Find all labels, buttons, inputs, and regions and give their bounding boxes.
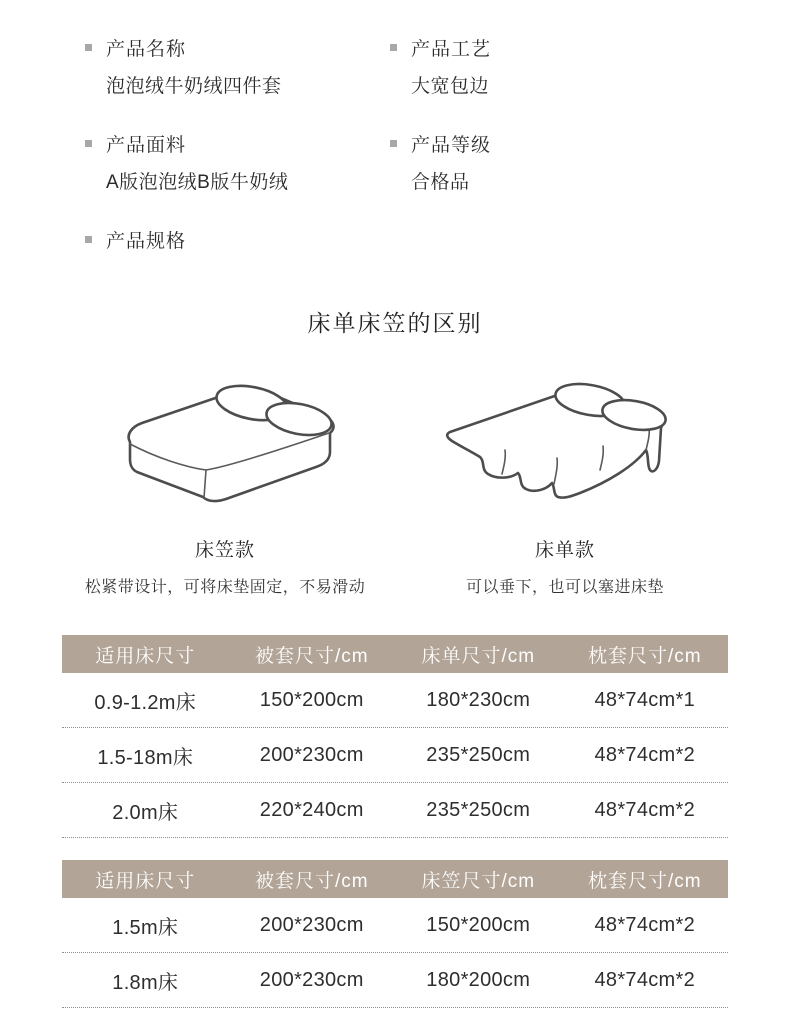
flat-sheet-figure: [400, 364, 730, 597]
spec-label: 产品工艺: [411, 39, 492, 60]
cell-duvet-size: 150*200cm: [259, 688, 364, 711]
column-header: 床单尺寸/cm: [421, 645, 536, 667]
column-header: 适用床尺寸: [95, 645, 196, 667]
product-specs: [0, 0, 790, 253]
spec-label: 产品名称: [106, 39, 187, 60]
spec-item-product-name: [85, 34, 390, 98]
cell-pillow-size: 48*74cm*2: [594, 968, 696, 991]
square-bullet-icon: [85, 140, 92, 147]
spec-label: 产品规格: [106, 231, 187, 252]
table-row: [62, 728, 728, 783]
cell-bed-size: 0.9-1.2m床: [94, 691, 197, 714]
column-header: 适用床尺寸: [95, 870, 196, 892]
cell-bed-size: 2.0m床: [112, 801, 179, 824]
flat-sheet-caption: 可以垂下，也可以塞进床垫: [465, 579, 664, 596]
cell-pillow-size: 48*74cm*2: [594, 913, 696, 936]
spec-label: 产品等级: [411, 135, 492, 156]
cell-duvet-size: 220*240cm: [259, 798, 364, 821]
spec-item-product-craft: [390, 34, 750, 98]
spec-value: 合格品: [411, 172, 470, 193]
column-header: 枕套尺寸/cm: [587, 645, 702, 667]
section-title: 床单床笠的区别: [307, 310, 483, 336]
cell-pillow-size: 48*74cm*1: [594, 688, 696, 711]
column-header: 枕套尺寸/cm: [587, 870, 702, 892]
spec-value: 大宽包边: [411, 76, 490, 97]
column-header: 被套尺寸/cm: [254, 645, 369, 667]
table-row: [62, 783, 728, 838]
spec-item-product-size: [85, 226, 390, 253]
cell-pillow-size: 48*74cm*2: [594, 743, 696, 766]
cell-sheet-size: 235*250cm: [426, 743, 531, 766]
fitted-sheet-caption: 松紧带设计，可将床垫固定，不易滑动: [84, 579, 366, 596]
table-row: [62, 953, 728, 1008]
table-row: [62, 673, 728, 728]
flat-sheet-bed-icon: [420, 364, 710, 529]
spec-value: 泡泡绒牛奶绒四件套: [106, 76, 282, 97]
square-bullet-icon: [85, 44, 92, 51]
cell-sheet-size: 235*250cm: [426, 798, 531, 821]
cell-duvet-size: 200*230cm: [259, 913, 364, 936]
fitted-sheet-bed-icon: [80, 364, 370, 529]
column-header: 被套尺寸/cm: [254, 870, 369, 892]
square-bullet-icon: [390, 44, 397, 51]
cell-bed-size: 1.5-18m床: [97, 746, 194, 769]
size-table-header: [62, 860, 728, 898]
cell-pillow-size: 48*74cm*2: [594, 798, 696, 821]
spec-label: 产品面料: [106, 135, 187, 156]
spec-value: A版泡泡绒B版牛奶绒: [106, 172, 289, 193]
cell-duvet-size: 200*230cm: [259, 743, 364, 766]
size-table-sheet: [62, 635, 728, 838]
column-header: 床笠尺寸/cm: [421, 870, 536, 892]
size-table-header: [62, 635, 728, 673]
cell-bed-size: 1.8m床: [112, 971, 179, 994]
size-table-fitted: [62, 860, 728, 1008]
cell-sheet-size: 180*230cm: [426, 688, 531, 711]
cell-duvet-size: 200*230cm: [259, 968, 364, 991]
fitted-sheet-label: 床笠款: [194, 540, 255, 561]
cell-fitted-size: 180*200cm: [426, 968, 531, 991]
table-row: [62, 898, 728, 953]
spec-item-product-grade: [390, 130, 750, 194]
cell-fitted-size: 150*200cm: [426, 913, 531, 936]
cell-bed-size: 1.5m床: [112, 916, 179, 939]
square-bullet-icon: [390, 140, 397, 147]
square-bullet-icon: [85, 236, 92, 243]
fitted-sheet-figure: [60, 364, 390, 597]
spec-item-product-fabric: [85, 130, 390, 194]
bed-comparison: [0, 364, 790, 597]
flat-sheet-label: 床单款: [534, 540, 595, 561]
